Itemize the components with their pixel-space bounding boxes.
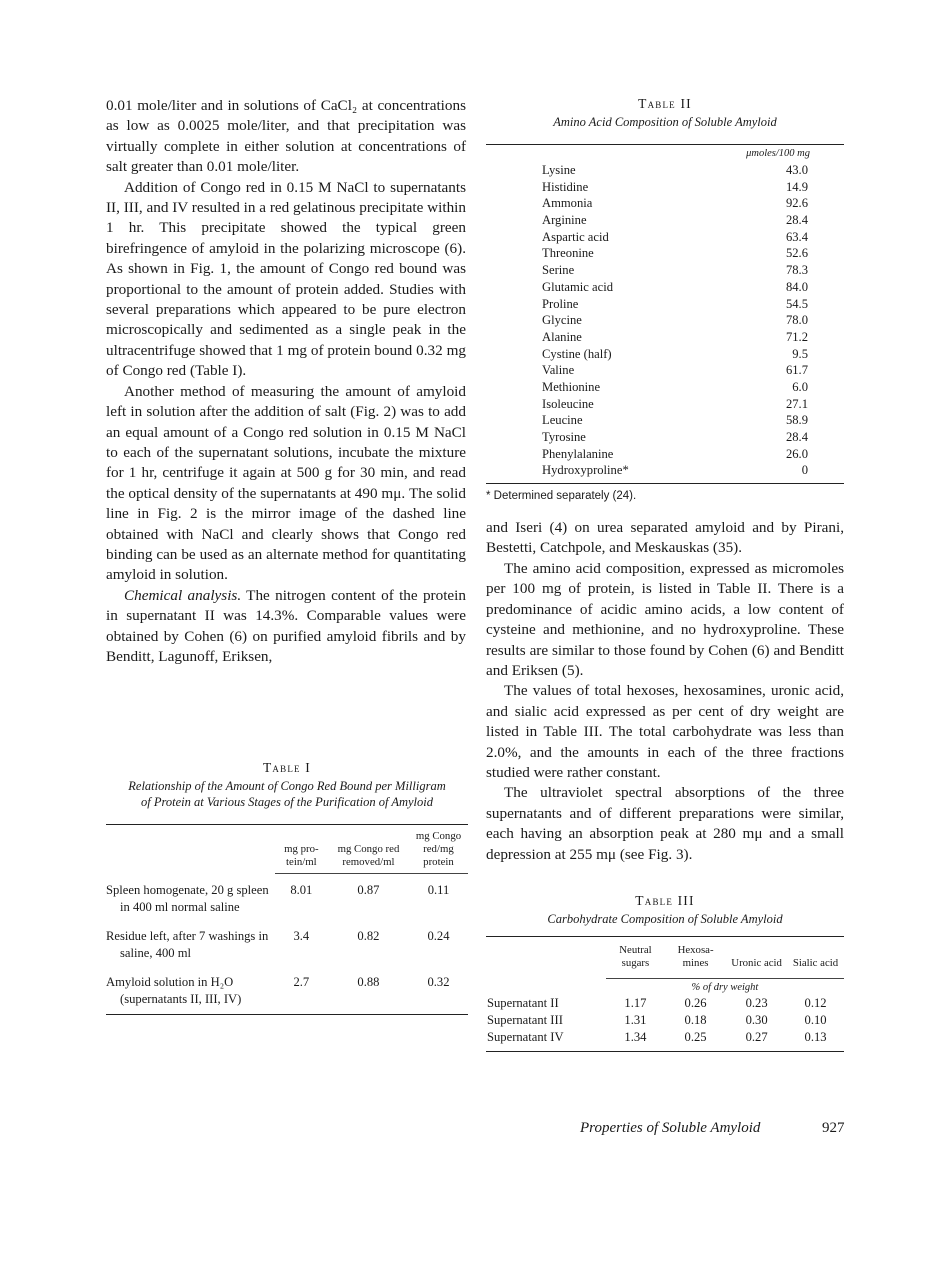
table-rule-top (486, 144, 844, 145)
paragraph: Addition of Congo red in 0.15 M NaCl to supernatants II, III, and IV resulted in a red gelatinous precipitate within 1 hr. This precipitate showed the typical green birefringence of amyloid in the polarizing microscope (6). As shown in Fig. 1, the amount of Congo red bound was proportional to the amount of protein added. Studies with several preparations which appeared to be pure electron microscopically and sedimented as a single peak in the ultracentrifuge showed that 1 mg of protein bound 0.32 mg of Congo red (Table I). (106, 178, 466, 380)
amino-acid-name: Methionine (542, 379, 601, 394)
paragraph: The ultraviolet spectral absorptions of the three supernatants and of different preparations were similar, each having an absorption peak at 280 mμ and a small depression at 255 mμ (see Fig. 3). (486, 784, 844, 863)
amino-acid-value: 61.7 (785, 363, 808, 378)
table-3 (486, 893, 844, 1052)
amino-acid-name: Glycine (542, 313, 582, 328)
table-cell: 0.18 (684, 1012, 707, 1027)
amino-acid-value: 63.4 (785, 229, 808, 244)
paragraph-chemical-analysis (106, 586, 466, 668)
amino-acid-name: Isoleucine (542, 396, 594, 411)
amino-acid-value: 52.6 (785, 246, 808, 261)
column-header: Sialic acid (792, 956, 839, 969)
table-row (542, 362, 810, 379)
table-cell: 3.4 (293, 929, 310, 943)
column-header: mg pro-tein/ml (284, 843, 319, 868)
amino-acid-name: Proline (542, 296, 579, 311)
table-2-body (486, 148, 844, 479)
row-label: Amyloid solution in H₂O (supernatants II, III, IV) (106, 975, 242, 1006)
table-rule-bottom (486, 1051, 844, 1052)
amino-acid-value: 6.0 (792, 379, 808, 394)
amino-acid-name: Threonine (542, 246, 594, 261)
amino-acid-name: Serine (542, 263, 575, 278)
table-1-grid (106, 829, 468, 1014)
amino-acid-name: Aspartic acid (542, 229, 609, 244)
table-subtitle: Carbohydrate Composition of Soluble Amyloid (547, 911, 783, 926)
table-2-rows (542, 162, 844, 479)
table-row (542, 212, 810, 229)
table-row (542, 446, 810, 463)
table-3-grid (486, 943, 844, 1051)
table-row (542, 262, 810, 279)
paragraph: and Iseri (4) on urea separated amyloid and by Pirani, Bestetti, Catchpole, and Meskauskas (35). (486, 519, 844, 557)
amino-acid-name: Cystine (half) (542, 346, 612, 361)
unit-label: μmoles/100 mg (746, 148, 810, 159)
amino-acid-value: 78.0 (785, 313, 808, 328)
table-subtitle: Amino Acid Composition of Soluble Amyloid (553, 115, 777, 129)
amino-acid-name: Leucine (542, 413, 583, 428)
table-subtitle: Relationship of the Amount of Congo Red Bound per Milligram of Protein at Various Stages of the Purification of Amyloid (128, 779, 446, 809)
amino-acid-name: Tyrosine (542, 430, 586, 444)
table-cell: 8.01 (290, 883, 313, 897)
amino-acid-name: Alanine (542, 329, 582, 344)
table-1 (106, 760, 468, 1015)
table-row (542, 412, 810, 429)
table-footnote: * Determined separately (24). (486, 490, 637, 503)
table-cell: 1.17 (624, 995, 647, 1010)
paragraph: Another method of measuring the amount of amyloid left in solution after the addition of salt (Fig. 2) was to add an equal amount of a Congo red solution in 0.15 M NaCl to each of the supernatant solutions, incubate the mixture for 1 hr, centrifuge it again at 500 g for 30 min, and read the optical density of the supernatants at 490 mμ. The solid line in Fig. 2 is the mirror image of the dashed line obtained with NaCl and clearly shows that Congo red binding can be used as an alternate method for quantitating amyloid in solution. (106, 382, 466, 584)
row-label: Spleen homogenate, 20 g spleen in 400 ml normal saline (106, 883, 269, 914)
amino-acid-value: 78.3 (785, 263, 808, 278)
row-label: Supernatant II (487, 995, 559, 1010)
amino-acid-value: 28.4 (785, 213, 808, 228)
amino-acid-name: Glutamic acid (542, 279, 613, 294)
table-cell: 0.32 (427, 975, 450, 989)
amino-acid-value: 43.0 (785, 163, 808, 177)
amino-acid-name: Lysine (542, 163, 576, 177)
table-row (542, 379, 810, 396)
table-cell: 0.24 (427, 929, 450, 943)
paragraph: The amino acid composition, expressed as micromoles per 100 mg of protein, is listed in Table II. There is a predominance of acidic amino acids, a low content of cysteine and methionine, and no hydroxyproline. These results are similar to those found by Cohen (6) and Benditt and Eriksen (5). (486, 559, 844, 679)
amino-acid-value: 28.4 (785, 430, 808, 444)
paragraph-text: The nitrogen content of the protein in supernatant II was 14.3%. Comparable values were obtained by Cohen (6) on purified amyloid fibrils and by Benditt, Lagunoff, Eriksen, (106, 586, 466, 665)
table-row (542, 245, 810, 262)
table-row (542, 346, 810, 363)
table-caption: Table II (638, 96, 692, 111)
amino-acid-value: 58.9 (785, 413, 808, 428)
amino-acid-name: Phenylalanine (542, 446, 614, 461)
table-2 (486, 96, 844, 502)
left-column (106, 96, 466, 1006)
amino-acid-value: 27.1 (785, 396, 808, 411)
amino-acid-value: 71.2 (785, 329, 808, 344)
table-header-row (106, 829, 468, 874)
amino-acid-value: 92.6 (785, 196, 808, 211)
right-column (486, 96, 844, 1052)
table-cell: 2.7 (293, 975, 310, 989)
amino-acid-value: 9.5 (792, 346, 808, 361)
table-row (486, 1029, 844, 1051)
table-row (542, 396, 810, 413)
column-header: Hexosa-mines (677, 943, 714, 969)
table-row (542, 279, 810, 296)
column-header: Uronic acid (731, 956, 782, 969)
amino-acid-name: Histidine (542, 179, 589, 194)
table-cell: 0.30 (745, 1012, 768, 1027)
right-body-text (486, 518, 844, 865)
table-cell: 0.23 (745, 995, 768, 1010)
paragraph: The values of total hexoses, hexosamines, uronic acid, and sialic acid expressed as per cent of dry weight are listed in Table III. The total carbohydrate was less than 2.0%, and the amounts in each of the three fractions studied were rather constant. (486, 682, 844, 781)
table-row (542, 195, 810, 212)
table-cell: 0.82 (357, 929, 380, 943)
amino-acid-value: 54.5 (785, 296, 808, 311)
table-rule-bottom (486, 483, 844, 484)
amino-acid-name: Arginine (542, 213, 587, 228)
table-row (542, 229, 810, 246)
table-row (486, 995, 844, 1012)
table-rule-top (486, 936, 844, 937)
table-cell: 0.11 (427, 883, 450, 897)
table-row (486, 1012, 844, 1029)
table-rule-top (106, 824, 468, 825)
table-cell: 0.13 (804, 1029, 827, 1044)
section-heading: Chemical analysis. (124, 586, 242, 604)
paragraph: 0.01 mole/liter and in solutions of CaCl₂ at concentrations as low as 0.0025 mole/liter, and that precipitation was virtually complete in either solution at concentrations of salt greater than 0.01 mole/liter. (106, 97, 466, 176)
table-cell: 0.27 (745, 1029, 768, 1044)
amino-acid-name: Ammonia (542, 196, 593, 211)
column-header: Neutral sugars (619, 943, 652, 969)
table-row (542, 429, 810, 446)
amino-acid-name: Valine (542, 363, 575, 378)
table-caption: Table III (635, 892, 695, 908)
table-cell: 0.88 (357, 975, 380, 989)
row-label: Supernatant IV (487, 1029, 564, 1044)
table-row (542, 312, 810, 329)
table-row (106, 882, 468, 928)
table-rule-bottom (106, 1014, 468, 1015)
left-body-text (106, 96, 466, 667)
table-cell: 0.87 (357, 883, 380, 897)
row-label: Residue left, after 7 washings in saline, 400 ml (106, 929, 269, 960)
table-row (542, 296, 810, 313)
table-cell: 0.26 (684, 995, 707, 1010)
amino-acid-name: Hydroxyproline* (542, 463, 629, 478)
table-caption: Table I (262, 760, 311, 775)
amino-acid-value: 0 (801, 463, 808, 478)
table-row (542, 162, 810, 179)
column-header: mg Congo red removed/ml (337, 843, 400, 868)
table-row (106, 974, 468, 1014)
table-row (542, 462, 810, 479)
running-title: Properties of Soluble Amyloid (580, 1120, 761, 1136)
table-cell: 1.31 (624, 1012, 647, 1027)
table-row (106, 928, 468, 974)
table-row (542, 329, 810, 346)
amino-acid-value: 14.9 (785, 179, 808, 194)
table-cell: 0.10 (804, 1012, 827, 1027)
page-number: 927 (822, 1120, 845, 1136)
amino-acid-value: 84.0 (785, 279, 808, 294)
table-cell: 0.25 (684, 1029, 707, 1044)
amino-acid-value: 26.0 (785, 446, 808, 461)
table-cell: 0.12 (804, 995, 827, 1010)
unit-label: % of dry weight (691, 981, 759, 993)
column-header: mg Congo red/mg protein (415, 830, 462, 868)
table-cell: 1.34 (624, 1029, 647, 1044)
table-row (542, 179, 810, 196)
table-header-row (486, 943, 844, 971)
row-label: Supernatant III (487, 1012, 563, 1027)
